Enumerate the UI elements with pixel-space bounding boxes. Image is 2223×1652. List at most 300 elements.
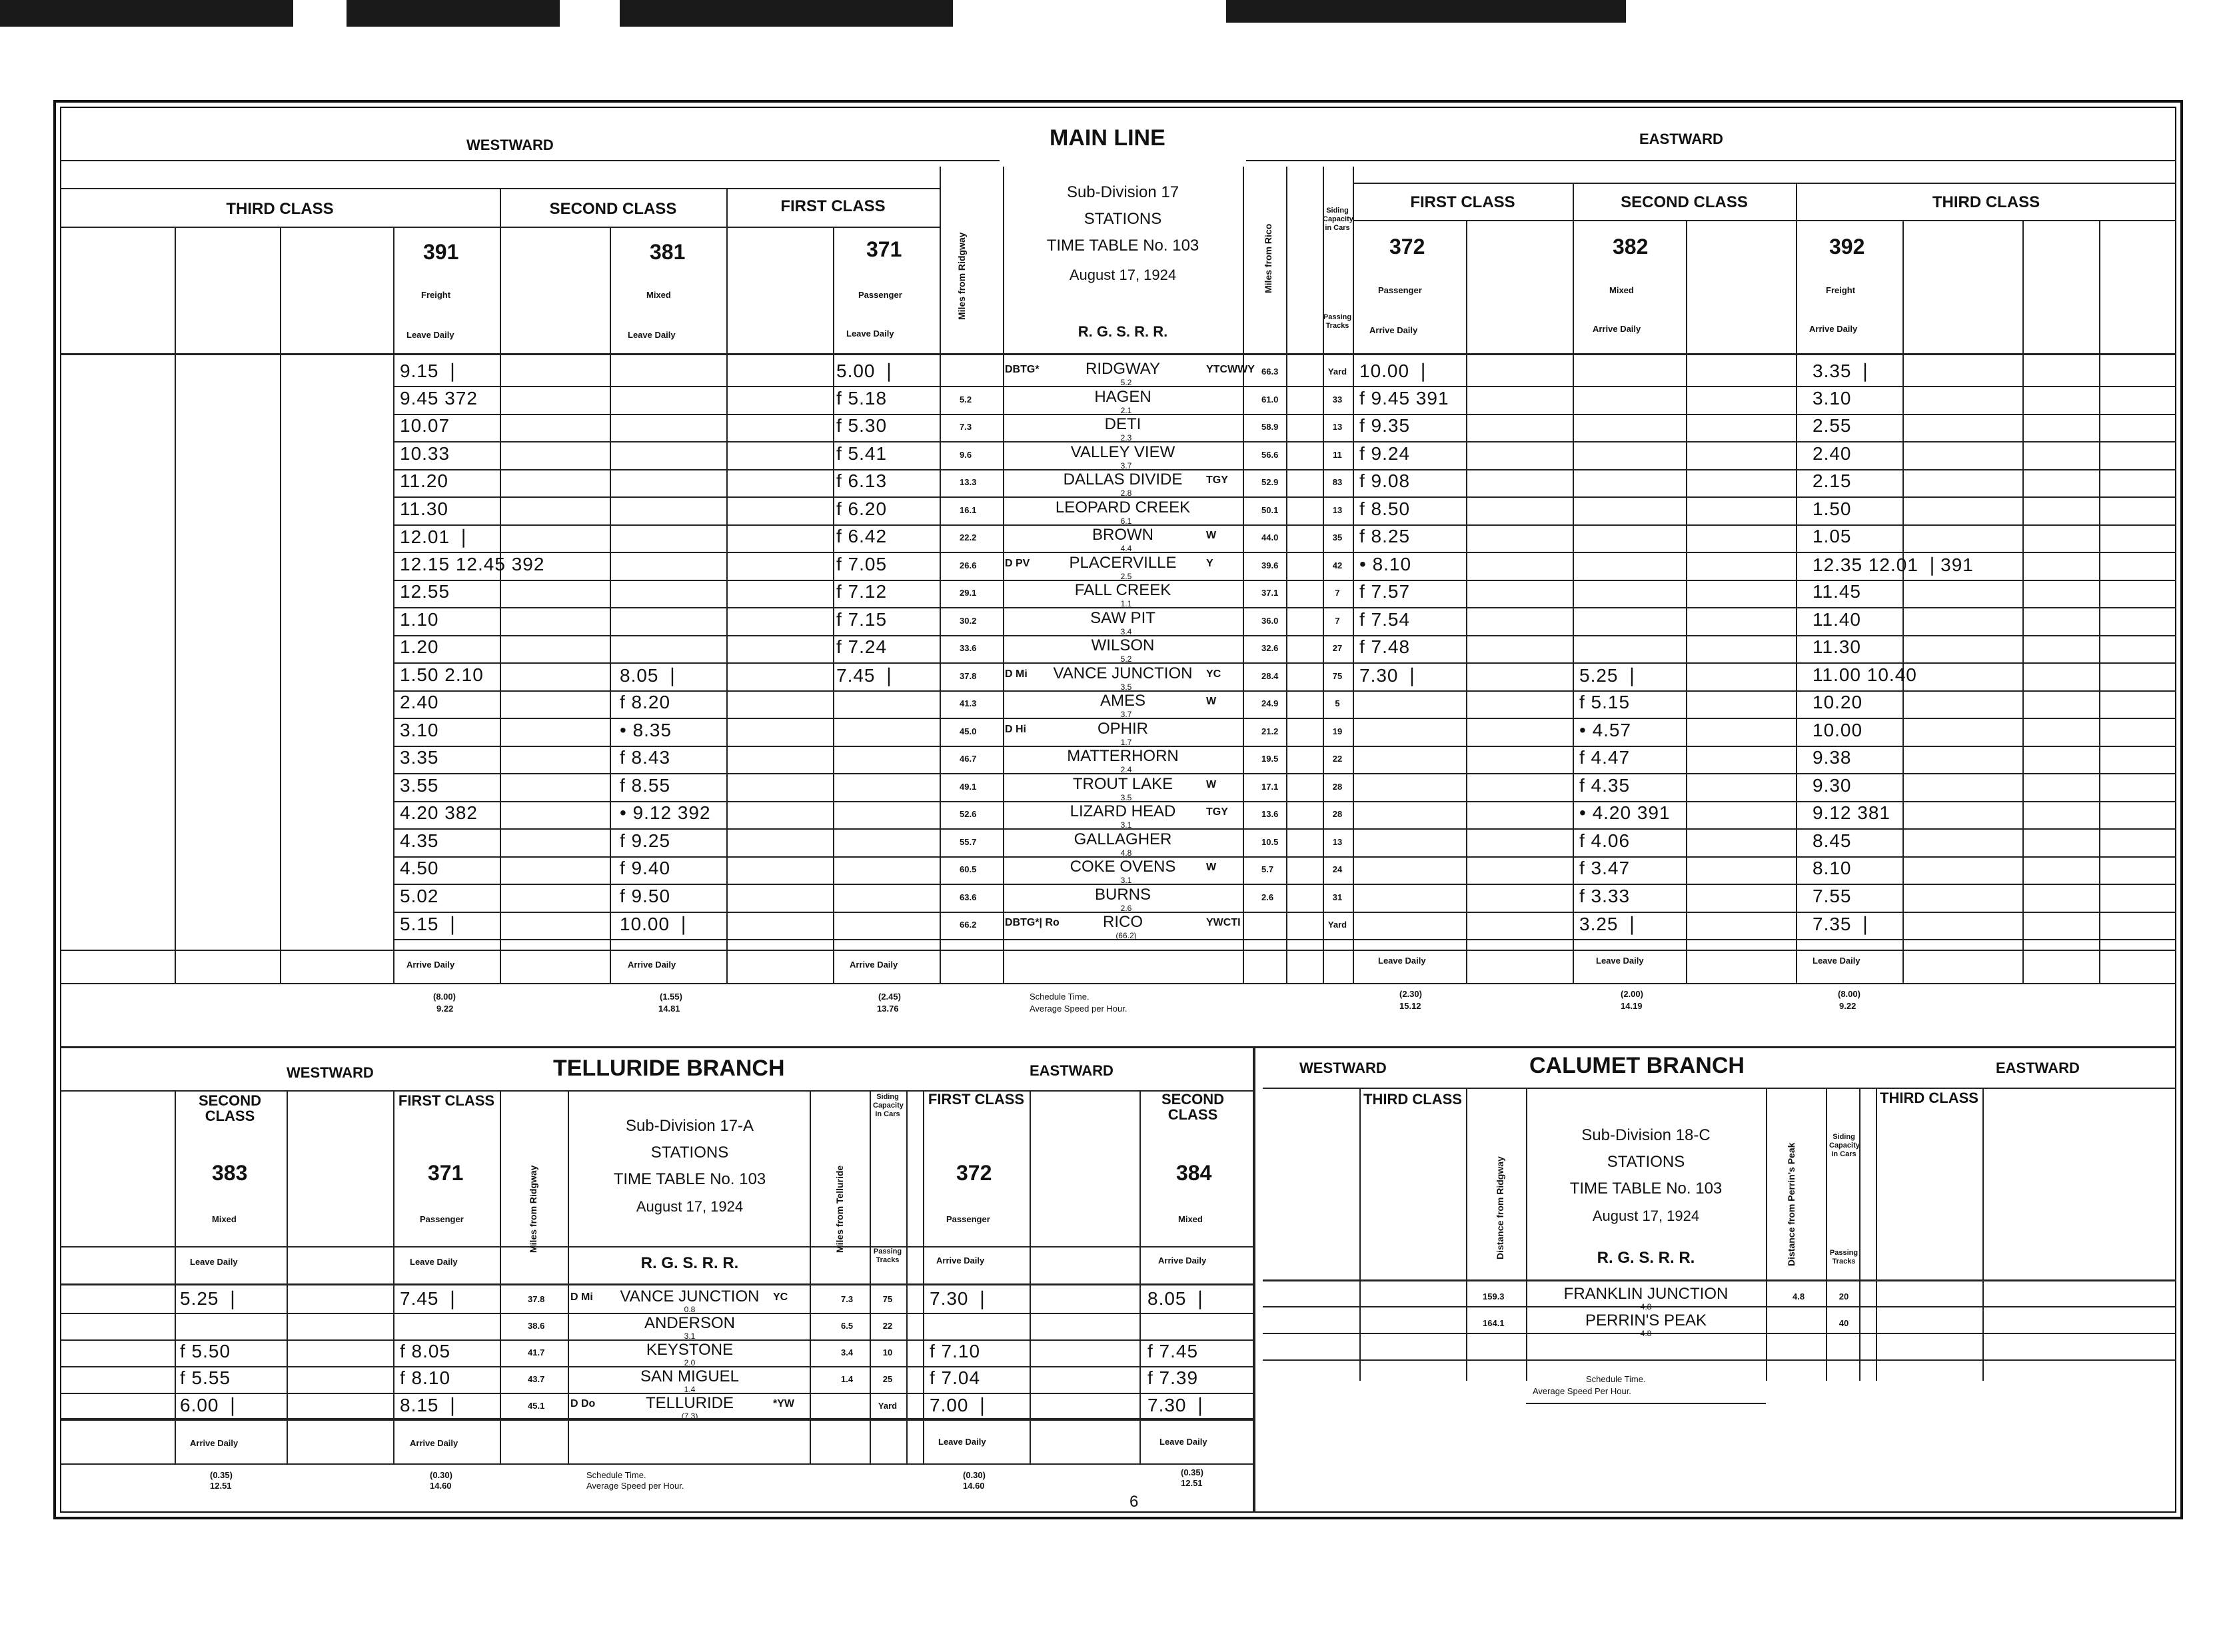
main-second-class-east: SECOND CLASS	[1621, 193, 1748, 211]
scan-artifact	[347, 0, 560, 27]
rule	[60, 1418, 1253, 1419]
time-371: 7.45 ❘	[836, 665, 898, 686]
train-384-dir: Arrive Daily	[1158, 1255, 1207, 1265]
time-372: • 8.10	[1359, 554, 1412, 574]
sched-392: (8.00)	[1838, 989, 1860, 999]
sched-371: (2.45)	[878, 992, 901, 1002]
rule	[1876, 1088, 1877, 1381]
time-382: 5.25 ❘	[1579, 665, 1641, 686]
miles-rico: 21.2	[1261, 726, 1279, 736]
rule	[1246, 160, 2176, 161]
station-distance: 4.8	[1640, 1302, 1652, 1311]
siding-capacity: 75	[882, 1294, 893, 1304]
rule	[1796, 183, 1797, 983]
train-392-type: Freight	[1826, 285, 1856, 295]
scan-artifact	[620, 0, 953, 27]
time-382: f 4.35	[1579, 775, 1631, 796]
station-name: TELLURIDE	[645, 1394, 734, 1412]
telluride-first-class-west: FIRST CLASS	[398, 1092, 495, 1109]
rule	[500, 1090, 501, 1463]
time-381: f 9.25	[620, 830, 671, 851]
calumet-title: CALUMET BRANCH	[1529, 1053, 1745, 1078]
tell-sched-371: (0.30)	[430, 1470, 452, 1480]
tell-foot-372: Leave Daily	[938, 1437, 986, 1447]
siding-capacity: 22	[1332, 754, 1343, 764]
time-382: • 4.20 391	[1579, 802, 1671, 823]
time-384: f 7.45	[1147, 1341, 1199, 1361]
sched-382: (2.00)	[1621, 989, 1643, 999]
telluride-second-class-east: SECOND CLASS	[1161, 1091, 1225, 1123]
time-371: f 8.10	[400, 1367, 451, 1388]
row-rule	[393, 386, 2176, 387]
miles-rico: 61.0	[1261, 395, 1279, 405]
tell-sched-383: (0.35)	[210, 1470, 233, 1480]
rule	[1263, 1333, 2176, 1334]
time-382: • 4.57	[1579, 720, 1632, 740]
main-eastward-label: EASTWARD	[1639, 131, 1723, 147]
time-391: 11.20	[400, 470, 448, 491]
distance-perrin: 4.8	[1793, 1291, 1805, 1301]
time-391: 1.20	[400, 636, 439, 657]
train-383-number: 383	[212, 1161, 248, 1185]
train-383-dir: Leave Daily	[190, 1257, 238, 1267]
time-392: 3.10	[1813, 388, 1852, 409]
main-line-title: MAIN LINE	[1050, 125, 1165, 151]
row-rule	[393, 496, 2176, 498]
siding-capacity: 28	[1332, 809, 1343, 819]
station-code: DBTG*| Ro	[1005, 917, 1060, 928]
time-392: 2.55	[1813, 415, 1852, 436]
main-timetable-number: TIME TABLE No. 103	[1046, 237, 1199, 255]
station-name: VALLEY VIEW	[1070, 443, 1175, 461]
miles-ridgway: 37.8	[960, 671, 977, 681]
station-distance: 1.7	[1120, 738, 1132, 747]
station-distance: 3.1	[1120, 820, 1132, 830]
time-391: 3.10	[400, 720, 439, 740]
rule	[810, 1090, 811, 1463]
miles-telluride: 6.5	[841, 1321, 854, 1331]
time-391: 10.33	[400, 443, 450, 464]
time-371: f 8.05	[400, 1341, 451, 1361]
time-382: f 4.47	[1579, 747, 1631, 768]
main-schedule-time-label: Schedule Time.	[1030, 992, 1090, 1002]
time-381: f 9.50	[620, 886, 671, 906]
train-372-type: Passenger	[1378, 285, 1422, 295]
rule	[1253, 1046, 1255, 1513]
speed-372: 15.12	[1399, 1001, 1421, 1011]
miles-ridgway: 45.0	[960, 726, 977, 736]
rule	[1902, 220, 1904, 983]
miles-rico: 36.0	[1261, 616, 1279, 626]
station-name: TROUT LAKE	[1072, 775, 1173, 793]
rule	[1686, 220, 1687, 983]
rule	[870, 1090, 871, 1463]
station-suffix: YTCWWY	[1206, 364, 1255, 375]
row-rule	[393, 635, 2176, 636]
rule	[1859, 1088, 1860, 1381]
station-distance: (66.2)	[1115, 931, 1137, 940]
rule	[610, 227, 611, 983]
time-392: 10.20	[1813, 692, 1863, 712]
rule	[280, 227, 281, 983]
miles-ridgway: 49.1	[960, 782, 977, 792]
calumet-westward: WESTWARD	[1299, 1060, 1387, 1076]
station-distance: 1.4	[684, 1385, 696, 1394]
row-rule	[393, 828, 2176, 830]
miles-rico: 24.9	[1261, 698, 1279, 708]
miles-ridgway: 29.1	[960, 588, 977, 598]
station-distance: 2.6	[1120, 904, 1132, 913]
scan-artifact	[1226, 0, 1626, 23]
miles-rico: 5.7	[1261, 864, 1274, 874]
telluride-timetable-number: TIME TABLE No. 103	[613, 1170, 766, 1188]
time-381: 10.00 ❘	[620, 914, 692, 934]
rule	[2099, 220, 2100, 983]
siding-capacity: 19	[1332, 726, 1343, 736]
time-371: 8.15 ❘	[400, 1395, 461, 1415]
time-372: f 7.10	[930, 1341, 981, 1361]
main-road-name: R. G. S. R. R.	[1078, 323, 1168, 340]
time-383: f 5.50	[180, 1341, 231, 1361]
telluride-passing-label: Passing Tracks	[873, 1247, 902, 1264]
time-372: 7.30 ❘	[1359, 665, 1421, 686]
time-372: f 7.57	[1359, 581, 1411, 602]
time-371: f 5.18	[836, 388, 888, 409]
telluride-first-class-east: FIRST CLASS	[928, 1091, 1025, 1108]
time-391: 1.10	[400, 609, 439, 630]
station-suffix: *YW	[773, 1398, 794, 1409]
time-391: 4.35	[400, 830, 439, 851]
time-371: f 6.42	[836, 526, 888, 546]
main-average-speed-label: Average Speed per Hour.	[1030, 1004, 1127, 1014]
siding-capacity: 28	[1332, 782, 1343, 792]
time-392: 11.00 10.40	[1813, 664, 1917, 685]
siding-capacity: 13	[1332, 837, 1343, 847]
siding-capacity: 31	[1332, 892, 1343, 902]
station-name: HAGEN	[1094, 388, 1151, 406]
siding-capacity: 20	[1839, 1291, 1849, 1301]
main-miles-ridgway-label: Miles from Ridgway	[956, 232, 967, 320]
miles-rico: 2.6	[1261, 892, 1274, 902]
siding-capacity: 35	[1332, 532, 1343, 542]
calumet-date: August 17, 1924	[1592, 1208, 1700, 1224]
train-392-dir: Arrive Daily	[1809, 324, 1858, 334]
rule	[60, 1090, 1253, 1092]
siding-capacity: 13	[1332, 422, 1343, 432]
main-passing-label: Passing Tracks	[1323, 313, 1352, 330]
miles-rico: 10.5	[1261, 837, 1279, 847]
time-391: 4.50	[400, 858, 439, 878]
rule	[1243, 167, 1244, 983]
miles-rico: 39.6	[1261, 560, 1279, 570]
train-372b-dir: Arrive Daily	[936, 1255, 985, 1265]
siding-capacity: Yard	[878, 1401, 898, 1411]
station-name: LIZARD HEAD	[1070, 802, 1176, 820]
station-distance: 3.4	[1120, 627, 1132, 636]
station-code: D Mi	[570, 1291, 593, 1303]
time-372: f 9.24	[1359, 443, 1411, 464]
train-391-number: 391	[423, 240, 459, 264]
main-third-class-east: THIRD CLASS	[1932, 193, 2040, 211]
train-382-number: 382	[1613, 235, 1649, 259]
time-381: 8.05 ❘	[620, 665, 681, 686]
station-code: D PV	[1005, 558, 1030, 569]
time-392: 9.12 381	[1813, 802, 1890, 823]
calumet-third-class-east: THIRD CLASS	[1880, 1090, 1978, 1106]
speed-381: 14.81	[658, 1004, 680, 1014]
calumet-siding-label: Siding Capacity in Cars	[1829, 1133, 1860, 1158]
station-name: GALLAGHER	[1074, 830, 1172, 848]
main-westward-label: WESTWARD	[466, 137, 554, 153]
time-392: 7.35 ❘	[1813, 914, 1874, 934]
miles-ridgway: 52.6	[960, 809, 977, 819]
station-name: DETI	[1104, 415, 1141, 433]
rule	[1353, 183, 2176, 184]
station-distance: 2.1	[1120, 406, 1132, 415]
station-code: DBTG*	[1005, 364, 1040, 375]
train-391-type: Freight	[421, 290, 451, 300]
rule	[923, 1090, 924, 1463]
main-date: August 17, 1924	[1069, 267, 1177, 283]
train-382-dir: Arrive Daily	[1593, 324, 1641, 334]
rule	[175, 1090, 176, 1463]
sched-381: (1.55)	[660, 992, 682, 1002]
time-371: f 7.12	[836, 581, 888, 602]
calumet-eastward: EASTWARD	[1996, 1060, 2080, 1076]
rule	[1359, 1088, 1361, 1381]
miles-ridgway: 22.2	[960, 532, 977, 542]
rule	[1263, 1088, 2176, 1089]
calumet-third-class-west: THIRD CLASS	[1363, 1091, 1462, 1108]
station-code: D Do	[570, 1398, 596, 1409]
time-392: 9.30	[1813, 775, 1852, 796]
miles-ridgway: 66.2	[960, 920, 977, 930]
miles-rico: 56.6	[1261, 450, 1279, 460]
tell-foot-384: Leave Daily	[1159, 1437, 1207, 1447]
station-distance: 2.8	[1120, 488, 1132, 498]
row-rule	[393, 580, 2176, 581]
main-subdivision: Sub-Division 17	[1066, 183, 1179, 201]
time-391: 12.15 12.45 392	[400, 554, 545, 574]
time-391: 5.02	[400, 886, 439, 906]
time-371: f 7.05	[836, 554, 888, 574]
station-name: COKE OVENS	[1070, 858, 1176, 876]
rule	[1323, 167, 1324, 983]
rule	[60, 160, 1000, 161]
train-371b-dir: Leave Daily	[410, 1257, 458, 1267]
tell-foot-383: Arrive Daily	[190, 1438, 239, 1448]
time-371: f 6.13	[836, 470, 888, 491]
miles-ridgway: 13.3	[960, 477, 977, 487]
station-suffix: W	[1206, 779, 1217, 790]
main-third-class-west: THIRD CLASS	[226, 200, 334, 218]
miles-ridgway: 9.6	[960, 450, 972, 460]
row-rule	[393, 469, 2176, 470]
station-name: RIDGWAY	[1086, 360, 1160, 378]
row-rule	[393, 773, 2176, 774]
rule	[2022, 220, 2024, 983]
time-392: 9.38	[1813, 747, 1852, 768]
station-name: LEOPARD CREEK	[1055, 498, 1191, 516]
tell-sched-384: (0.35)	[1181, 1467, 1203, 1477]
calumet-road-name: R. G. S. R. R.	[1597, 1249, 1695, 1267]
train-384-type: Mixed	[1178, 1214, 1203, 1224]
station-name: SAW PIT	[1090, 609, 1155, 627]
miles-telluride: 1.4	[841, 1374, 854, 1384]
time-391: 11.30	[400, 498, 448, 519]
row-rule	[393, 718, 2176, 719]
time-382: f 5.15	[1579, 692, 1631, 712]
miles-ridgway: 16.1	[960, 505, 977, 515]
miles-rico: 66.3	[1261, 367, 1279, 377]
sched-391: (8.00)	[433, 992, 456, 1002]
main-siding-label: Siding Capacity in Cars	[1323, 207, 1353, 232]
siding-capacity: Yard	[1327, 920, 1347, 930]
station-code: D Hi	[1005, 724, 1026, 735]
time-392: 11.45	[1813, 581, 1861, 602]
tell-foot-371: Arrive Daily	[410, 1438, 458, 1448]
station-suffix: YWCTI	[1206, 917, 1241, 928]
station-name: VANCE JUNCTION	[620, 1287, 760, 1305]
rule	[1466, 1088, 1467, 1381]
calumet-dist-ridgway-label: Distance from Ridgway	[1495, 1156, 1505, 1259]
station-suffix: YC	[1206, 668, 1221, 680]
time-391: 3.55	[400, 775, 439, 796]
train-372-dir: Arrive Daily	[1369, 325, 1418, 335]
row-rule	[60, 1419, 1253, 1421]
station-suffix: Y	[1206, 558, 1213, 569]
time-391: 4.20 382	[400, 802, 478, 823]
rule	[1526, 1403, 1766, 1404]
rule	[906, 1090, 908, 1463]
foot-381-dir: Arrive Daily	[628, 960, 676, 970]
rule	[1263, 1279, 2176, 1281]
calumet-stations-label: STATIONS	[1607, 1153, 1685, 1171]
rule	[60, 1283, 1253, 1285]
telluride-title: TELLURIDE BRANCH	[553, 1056, 785, 1081]
rule	[1466, 220, 1467, 983]
station-name: RICO	[1103, 913, 1143, 931]
station-name: VANCE JUNCTION	[1053, 664, 1193, 682]
time-383: f 5.55	[180, 1367, 231, 1388]
station-distance: 2.3	[1120, 433, 1132, 442]
time-391: 1.50 2.10	[400, 664, 484, 685]
rule	[60, 1246, 1253, 1247]
miles-ridgway: 7.3	[960, 422, 972, 432]
time-391: 9.15 ❘	[400, 361, 461, 381]
station-distance: 4.4	[1120, 544, 1132, 553]
train-392-number: 392	[1829, 235, 1865, 259]
time-381: f 8.43	[620, 747, 671, 768]
miles-ridgway: 63.6	[960, 892, 977, 902]
siding-capacity: 7	[1335, 616, 1340, 626]
time-391: 3.35	[400, 747, 439, 768]
time-391: 9.45 372	[400, 388, 478, 409]
rule	[940, 167, 941, 983]
miles-ridgway: 60.5	[960, 864, 977, 874]
time-372: f 9.08	[1359, 470, 1411, 491]
rule	[1263, 1306, 2176, 1307]
rule	[1573, 183, 1574, 983]
time-391: 12.01 ❘	[400, 526, 472, 547]
time-392: 11.30	[1813, 636, 1861, 657]
time-371: f 6.20	[836, 498, 888, 519]
rule	[60, 950, 2176, 951]
rule	[60, 1463, 1253, 1465]
telluride-stations-label: STATIONS	[650, 1144, 729, 1162]
time-372: f 7.48	[1359, 636, 1411, 657]
time-391: 5.15 ❘	[400, 914, 461, 934]
train-381-type: Mixed	[646, 290, 671, 300]
siding-capacity: 24	[1332, 864, 1343, 874]
miles-telluride: 3.4	[841, 1347, 854, 1357]
train-372-number: 372	[1389, 235, 1425, 259]
miles-rico: 28.4	[1261, 671, 1279, 681]
time-392: 11.40	[1813, 609, 1861, 630]
station-distance: 2.5	[1120, 572, 1132, 581]
speed-391: 9.22	[436, 1004, 454, 1014]
rule	[1030, 1090, 1031, 1463]
foot-392-dir: Leave Daily	[1813, 956, 1860, 966]
telluride-westward: WESTWARD	[287, 1064, 374, 1081]
time-381: f 8.55	[620, 775, 671, 796]
station-distance: 3.7	[1120, 461, 1132, 470]
time-392: 7.55	[1813, 886, 1852, 906]
speed-392: 9.22	[1839, 1001, 1856, 1011]
time-382: f 3.33	[1579, 886, 1631, 906]
row-rule	[393, 414, 2176, 415]
time-372: f 7.54	[1359, 609, 1411, 630]
train-372b-type: Passenger	[946, 1214, 990, 1224]
time-381: • 9.12 392	[620, 802, 711, 823]
row-rule	[393, 884, 2176, 885]
station-name: SAN MIGUEL	[640, 1367, 740, 1385]
siding-capacity: 40	[1839, 1318, 1849, 1328]
foot-382-dir: Leave Daily	[1596, 956, 1644, 966]
station-distance: 6.1	[1120, 516, 1132, 526]
tell-speed-383: 12.51	[210, 1481, 232, 1491]
row-rule	[393, 662, 2176, 664]
rule	[1139, 1090, 1141, 1463]
telluride-miles-telluride-label: Miles from Telluride	[834, 1165, 845, 1253]
tell-sched-372: (0.30)	[963, 1470, 986, 1480]
station-name: WILSON	[1091, 636, 1155, 654]
station-name: KEYSTONE	[646, 1341, 734, 1359]
time-392: 1.50	[1813, 498, 1852, 519]
time-383: 5.25 ❘	[180, 1288, 241, 1309]
rule	[1286, 167, 1287, 983]
rule	[60, 353, 2176, 355]
miles-ridgway: 38.6	[528, 1321, 545, 1331]
rule	[1826, 1088, 1827, 1381]
time-392: 2.40	[1813, 443, 1852, 464]
time-382: 3.25 ❘	[1579, 914, 1641, 934]
siding-capacity: 13	[1332, 505, 1343, 515]
miles-telluride: 7.3	[841, 1294, 854, 1304]
time-372: f 9.45 391	[1359, 388, 1449, 409]
station-name: PERRIN'S PEAK	[1585, 1311, 1707, 1329]
tell-speed-371: 14.60	[430, 1481, 452, 1491]
station-suffix: TGY	[1206, 806, 1228, 818]
siding-capacity: 5	[1335, 698, 1340, 708]
station-suffix: W	[1206, 862, 1217, 873]
rule	[393, 227, 394, 983]
time-371: f 7.15	[836, 609, 888, 630]
station-name: BURNS	[1094, 886, 1151, 904]
time-392: 2.15	[1813, 470, 1852, 491]
miles-rico: 13.6	[1261, 809, 1279, 819]
row-rule	[393, 939, 2176, 940]
